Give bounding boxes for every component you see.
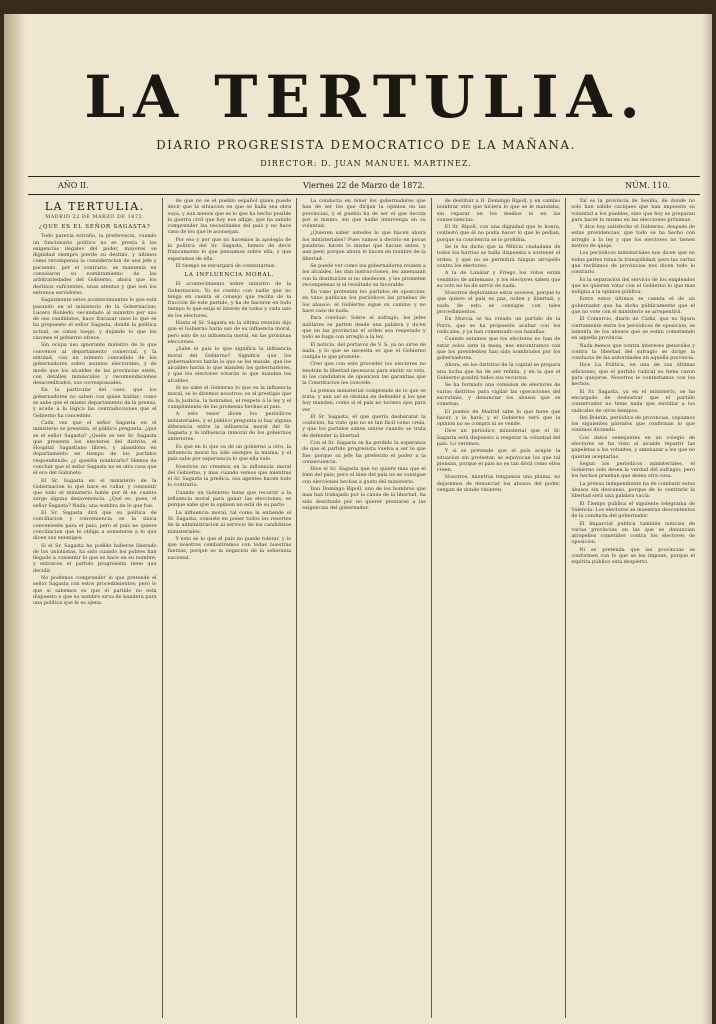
article-paragraph: Nosotros deploramos estos sucesos, porque lo que quiere el país es paz, orden y libertad; y nada de esto se consigue con tales procedimientos. bbox=[436, 290, 561, 316]
article-paragraph: El Sr. Sagasta en el ministerio de la Gobernacion lo que hace es callar, y consentir que todo el ministerio hable por él en cuanto surge alguna desavenencia. ¿Qué es, pues, el señor Sagasta? Nada; una sombra de lo que fue. bbox=[33, 477, 157, 509]
article-paragraph: Creo que con este proceder los electores no tendrán la libertad necesaria para emitir su voto, ni los candidatos de oposicion las garantias que la Constitucion les concede. bbox=[302, 361, 426, 387]
article-paragraph: Nosotros no creemos en la influencia moral del Gobierno, y mas cuando vemos que mientras el Sr. Sagasta la predica, sus agentes hacen todo lo contrario. bbox=[167, 463, 292, 489]
article-paragraph: Los periódicos ministeriales nos dicen que en todas partes reina la tranquilidad; pero las cartas que recibimos de provincias nos dicen todo lo contrario. bbox=[571, 250, 695, 276]
article-paragraph: Dice La Política, en una de sus últimas ediciones, que el partido radical no tiene razon para quejarse. Nosotros le contestamos con los hechos. bbox=[571, 362, 695, 388]
newspaper-subtitle: DIARIO PROGRESISTA DEMOCRATICO DE LA MAÑANA. bbox=[156, 138, 576, 152]
column-2-body bbox=[168, 281, 292, 561]
article-paragraph: Entre estos últimos se cuenta el de un gobernador que ha dicho públicamente que el que no vote con el ministerio se arrepentirá. bbox=[571, 296, 695, 316]
article-paragraph: A este tenor dicen los periódicos ministeriales, y el público pregunta si hay alguna diferencia entre la influencia moral del Sr. Sagasta y la influencia inmoral de los gobiernos anteriores. bbox=[167, 411, 292, 443]
article-paragraph: Si el Sr. Sagasta ha podido haberse liberado de los unionistas, ha sido cuando los pobres han llegado a consentir lo que se hace en su nombre; y entonces el partido progresista tiene que decidir. bbox=[33, 542, 157, 574]
article-paragraph: ¿Sabe el país lo que significa la influencia moral del Gobierno? Significa que los gobernadores harán lo que se les mande, que los alcaldes harán lo que manden los gobernadores, y que los electores votarán lo que manden los alcaldes. bbox=[167, 346, 292, 384]
newspaper-title: LA TERTULIA. bbox=[84, 63, 648, 131]
article-paragraph: Tal es la provincia de Sevilla, de donde no solo han salido caciques que han impuesto su voluntad a los pueblos, sino que hoy se preparan para hacer lo mismo en las elecciones próximas. bbox=[571, 198, 695, 223]
article-paragraph: Ni se pretenda que las provincias se conformen con lo que se les impone, porque el espíritu público está despierto. bbox=[571, 546, 695, 566]
article-paragraph: Para concluir: Sobre el sufragio, los jefes militares se parten desde una palabra y dicen que en las provincias el orden sea respetado y todo se haga con arreglo a la ley. bbox=[302, 315, 426, 341]
article-paragraph: La influencia moral, tal como la entiende el Sr. Sagasta, consiste en poner todos los resortes de la administracion al servicio de los candidatos ministeriales. bbox=[167, 509, 292, 535]
article-paragraph: Sagázmente estos acontecimientos lo que está pasando en el ministerio de la Gobernacion; Lucero Robledo, secundado al ministro por uno de sus candidatos, hace fracasar unos lo que se ha propuesto el señor Sagasta, donde la política actual, se cansa luego, y dejando lo que las razones el gobierno ofrece. bbox=[33, 297, 157, 342]
article-paragraph: Por eso y por que no hacemos la apologia de la politica del Sr. Sagasta, hemos de decir francamente lo que pensamos sobre ella, y que esperamos de ella. bbox=[167, 236, 292, 262]
article-paragraph: Dice un periódico ministerial que el Sr. Sagasta está dispuesto a respetar la voluntad del país. Lo veremos. bbox=[436, 428, 561, 447]
column-3-body bbox=[302, 198, 426, 511]
article-paragraph: Se ha formado una comision de electores de varios distritos para vigilar las operaciones del escrutinio, y denunciar los abusos que se cometan. bbox=[436, 382, 561, 408]
article-paragraph: Se le ha dicho que la Milicia ciudadana de todos los barrios se halla dispuesta a sostener el orden, y que no se permitirá ningun atropello contra los electores. bbox=[436, 244, 561, 269]
article-paragraph: Cuando un Gobierno tiene que recurrir a la influencia moral para ganar las elecciones, es porque sabe que la opinion no está de su parte. bbox=[167, 489, 292, 509]
section-title: LA INFLUENCIA MORAL. bbox=[184, 272, 275, 279]
article-paragraph: Ahora, en los distritos de la capital se prepara una lucha que ha de ser reñida, y en la que el Gobierno pondrá todos sus recursos. bbox=[436, 362, 561, 382]
article-paragraph: Dice el Sr. Sagasta que no quiere mas que el bien del país; pero el bien del país no se consigue con elecciones hechas a gusto del ministerio. bbox=[302, 466, 426, 485]
article-paragraph: El Sr. Sagasta dirá que su política de conciliacion y conveniencia es la única conveniente para el país; pero el país no quiere conciliacion que le obliga a someterse a lo que dicen sus enemigos. bbox=[33, 510, 157, 542]
article-paragraph: Nada menos que contra intereses generales y contra la libertad del sufragio se dirige la conducta de las autoridades en aquella provincia. bbox=[571, 342, 695, 362]
article-paragraph: de destituir a D. Domingo Ripoll, y en cambio nombrar otro que hiciera lo que se le mandaba, sin reparar en los medios ni en las consecuencias. bbox=[436, 198, 561, 223]
column-1-body bbox=[33, 233, 157, 606]
article-paragraph: Con el Sr. Sagasta se ha perdido la esperanza de que el partido progresista vuelva a ser lo que fue; porque su jefe ha preferido el poder a la consecuencia. bbox=[302, 439, 426, 465]
article-paragraph: El Tiempo publica el siguiente telegrama de Valencia: Los electores se muestran descontentos de la conducta del gobernador. bbox=[571, 500, 695, 520]
column-5 bbox=[566, 198, 700, 1018]
column-2 bbox=[163, 198, 298, 1018]
article-paragraph: Todo parecia estraño, la preferencia, cuando un funcionario político no es presta á las exigencias ilegales del poder, mayores se dignidad siempre pierde su destino, y últimos como recompensa la consideracion de una jefe y paciendo, por el contrario, se mantenia en consolaron su nombramiento de las arbitrariedades del Gobierno, ahora que los destinos suficientes, unas atentas y que son los estrenos servidores. bbox=[33, 233, 157, 296]
article-paragraph: Segun los periódicos ministeriales, el Gobierno solo desea la verdad del sufragio; pero los hechos prueban que desea otra cosa. bbox=[571, 460, 695, 480]
column-2-top bbox=[168, 198, 292, 269]
article-paragraph: Es que en lo que va de un gobierno a otro, la influencia moral ha sido siempre la misma; y el país sabe por experiencia lo que ella vale. bbox=[167, 443, 292, 463]
book-spine bbox=[4, 14, 26, 1024]
article-paragraph: Con datos semejantes en un colegio de electores se ha visto al alcalde repartir las papeletas a los votantes, y amenazar a los que no querian aceptarlas. bbox=[571, 434, 695, 460]
article-paragraph: La prensa ministerial comprende de lo que se trata, y aun así se obstina en defender a los que hoy mandan, como si el país no tuviera ojos para ver. bbox=[302, 387, 426, 413]
article-paragraph: Sin ocupa uso ignorante ministro de lo que convence al departamento comercial, y la entidad, con un número concedido de los gobernadores sobre asuntos electorales, y de modo que los alcaldes de las provincias estén, con detalles minúsculos y recomendaciones desacreditados, sus corresponsales. bbox=[33, 342, 157, 387]
article-paragraph: Se puede ver como los gobernadores reúnen a los alcaldes, les dan instrucciones, les amenazan con la destitucion si no obedecen, y les prometen recompensas si el resultado es favorable. bbox=[302, 262, 426, 288]
bottom-rule bbox=[28, 194, 700, 195]
article-paragraph: En vano protestan los partidos de oposicion; en vano publican los periódicos las pruebas de los abusos: el Gobierno sigue su camino y no hace caso de nada. bbox=[302, 289, 426, 315]
article-paragraph: Del Boletín, periódico de provincias, copiamos los siguientes párrafos que confirman lo que venimos diciendo. bbox=[571, 414, 695, 434]
article-paragraph: El acontecimiento sobre ministro de la Gobernacion: Yo no cuento con nadie que no tenga en cuenta el consejo que reciba de la fraccion de este partido, y ha de hacerse en todo tiempo lo que exija el interés de todos y cada uno de los electores. bbox=[167, 281, 292, 319]
article-paragraph: El pueblo de Madrid sabe lo que tiene que hacer, y lo hará; y el Gobierno verá que la opinion no se compra ni se vende. bbox=[436, 408, 561, 428]
column-5-body bbox=[571, 198, 695, 566]
article-paragraph: El Sr. Sagasta, ya en el ministerio, se ha encargado de demostrar que el partido conservador no tiene nada que envidiar a los radicales de otros tiempos. bbox=[571, 388, 695, 414]
column-4 bbox=[432, 198, 567, 1018]
article-title: ¿QUE ES EL SEÑOR SAGASTA? bbox=[39, 224, 151, 231]
article-paragraph: El Imparcial publica también noticias de varias provincias en las que se denuncian atropellos cometidos contra los electores de oposicion. bbox=[571, 520, 695, 546]
column-4-body bbox=[437, 198, 561, 493]
article-paragraph: El noticia, del portavoz de V. S. ya no sirve de nada, y lo que se necesita es que el Gobierno cumpla lo que promete. bbox=[302, 341, 426, 361]
article-paragraph: Y si se pretende que el país acepte la situacion sin protestar, se equivocan los que tal piensan, porque el país no es tan dócil como ellos creen. bbox=[436, 448, 561, 474]
article-paragraph: Hasta el Sr. Sagasta en la ultima reunion dijo que el Gobierno haría uso de su influencia moral, pero solo de su influencia moral, en las próximas elecciones. bbox=[167, 320, 292, 345]
article-paragraph: Cada vez que el señor Sagasta en el ministerio se presenta, el público pregunta: ¿qué es el señor Sagasta? ¿Quién es ese Sr. Sagasta que presenta los electores del distrito, el Hospital Sagastiano libres, y abandona en departamento en tiempo de los partidos respondiendo: ¿y queréis nombrarlo? Hemos de concluir que el señor Sagasta no es otra cosa que el eco del Gabinete. bbox=[33, 419, 157, 477]
article-paragraph: No podemos comprender lo que pretende el señor Sagasta con estos procedimientos; pero lo que sí sabemos es que el partido no está dispuesto a que su nombre sirva de bandera para una política que le es ajena. bbox=[33, 575, 157, 607]
column-1 bbox=[28, 198, 163, 1018]
place-date: MADRID 22 DE MARZO DE 1872. bbox=[45, 215, 145, 220]
article-paragraph: La prensa independiente ha de combatir estos abusos sin descanso, porque de lo contrario la libertad será una palabra vacía. bbox=[571, 480, 695, 500]
dateline bbox=[28, 180, 700, 194]
article-paragraph: de que no se el pueblo español quien puede decir que la situacion en que se halla sea obra suya, y aun menos que es lo que ha hecho posible la guerra civil que hoy nos aflige, que ha sabido comprender las necesidades del país y no hace caso de los que le aconsejan. bbox=[167, 198, 292, 236]
year-label: AÑO II. bbox=[58, 181, 89, 190]
newspaper-page bbox=[4, 14, 712, 1024]
masthead bbox=[34, 62, 698, 142]
article-columns bbox=[28, 198, 700, 1018]
director-line: DIRECTOR: D. JUAN MANUEL MARTINEZ. bbox=[260, 159, 472, 168]
article-paragraph: Es la separacion del servicio de los empleados que no quieren votar con el Gobierno lo que mas indigna a la opinion pública. bbox=[571, 276, 695, 296]
article-paragraph: La conducta en tener los gobernadores que han de ser los que dirijan la opinion en las provincias, y el pueblo ha de ser el que decida por si mismo, sin que nadie intervenga en su voluntad. bbox=[302, 198, 426, 230]
article-paragraph: El Sr. Sagasta, el que quería desbaratar la coalicion, ha visto que no es tan fácil como creia, y que los partidos saben unirse cuando se trata de defender la libertad. bbox=[302, 413, 426, 439]
article-paragraph: En la particular del caso, que los gobernadores no saben con quien hablar; como se sabe que el mismo departamento de la prensa, y acude a la lógica las contradicciones que el Gobierno ha concedido. bbox=[33, 387, 157, 419]
top-rule bbox=[28, 176, 700, 177]
article-paragraph: ¿Quieren saber ustedes lo que hacen ahora los ministeriales? Pues vamos a decirlo en pocas palabras: hacen lo mismo que hacian antes, y aun peor, porque ahora lo hacen en nombre de la libertad. bbox=[302, 230, 426, 262]
article-paragraph: El Comercio, diario de Cádiz, que no figura ciertamente entre los periódicos de oposicion, se lamenta de los abusos que se están cometiendo en aquella provincia. bbox=[571, 316, 695, 342]
page-edge-shadow bbox=[702, 14, 712, 1024]
column-3 bbox=[297, 198, 432, 1018]
article-paragraph: Si no sabe el Gobierno lo que es la influencia moral, se lo diremos nosotros: es el prestigio que da la justicia, la honradez, el respeto á la ley y el cumplimiento de las promesas hechas al pais. bbox=[167, 385, 292, 410]
article-paragraph: A la de Lanáiar y Friego los votos están vendidos de antemano, y los electores saben que su voto no ha de servir de nada. bbox=[436, 270, 561, 289]
article-paragraph: En Murcia se ha creado un partido de la Porra, que se ha propuesto acabar con los radicales, y ya han comenzado sus hazañas. bbox=[436, 316, 561, 335]
issue-number: NÚM. 110. bbox=[625, 181, 670, 190]
section-heading: LA TERTULIA. bbox=[44, 200, 145, 213]
issue-date: Viernes 22 de Marzo de 1872. bbox=[302, 181, 426, 190]
article-paragraph: Y dice hoy satisfecho el Gobierno, después de estas providencias, que todo se ha hecho con arreglo a la ley y que los electores no tienen motivo de queja. bbox=[571, 224, 695, 250]
article-paragraph: Don Domingo Ripoll, uno de los hombres que mas han trabajado por la causa de la libertad, ha sido destituido por no querer prestarse a las exigencias del gobernador. bbox=[302, 486, 426, 511]
article-paragraph: Nosotros, mientras tengamos una pluma, no dejaremos de denunciar los abusos del poder, vengan de donde vinieren. bbox=[436, 474, 561, 494]
article-paragraph: El Sr. Ripoll, con una dignidad que le honra, contestó que él no podía hacer lo que le pedian, porque su conciencia se lo prohibia. bbox=[436, 224, 561, 243]
article-paragraph: Cuando estamos que los electores no han de estar solos ante la mesa, nos encontramos con que los presidentes han sido nombrados por los gobernadores. bbox=[436, 336, 561, 362]
article-paragraph: El tiempo se encargará de contestarnos. bbox=[175, 262, 276, 269]
article-paragraph: Y esto es lo que el país no puede tolerar, y lo que nosotros combatiremos con todas nuestras fuerzas, porque es la negacion de la soberania nacional. bbox=[167, 535, 292, 561]
